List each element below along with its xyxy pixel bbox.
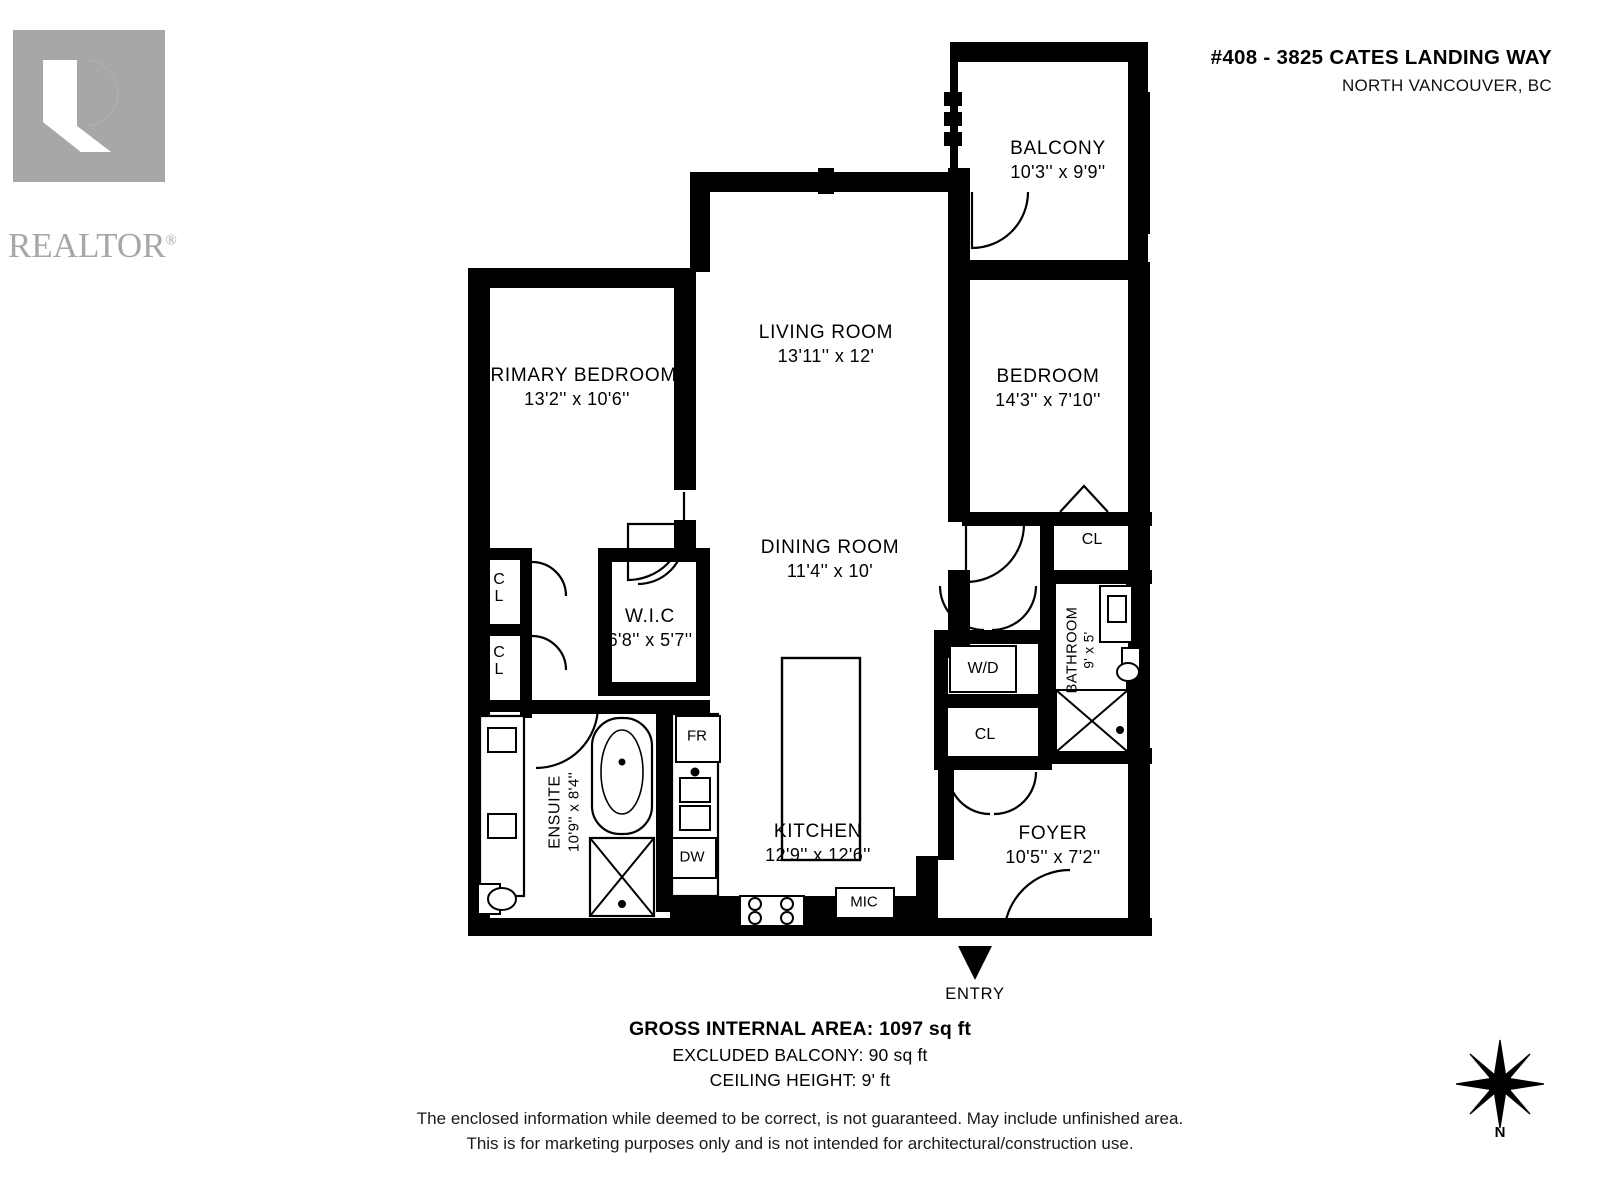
ceiling-height: CEILING HEIGHT: 9' ft xyxy=(709,1070,891,1090)
fixture-text-c: C xyxy=(493,644,505,662)
room-name: KITCHEN xyxy=(773,820,863,842)
address-line-2: NORTH VANCOUVER, BC xyxy=(1341,76,1552,95)
compass-icon xyxy=(1452,1036,1548,1132)
room-label-bathroom xyxy=(1064,607,1099,694)
footer-info xyxy=(0,1018,1600,1156)
room-dims: 13'11'' x 12' xyxy=(777,345,875,366)
room-name: PRIMARY BEDROOM xyxy=(477,364,677,386)
room-dims: 13'2'' x 10'6'' xyxy=(524,388,630,409)
disclaimer-line-1: The enclosed information while deemed to be correct, is not guaranteed. May include unfinished area. xyxy=(416,1109,1184,1128)
compass-north-label: N xyxy=(1494,1124,1506,1141)
fixture-label-dishwasher: DW xyxy=(679,848,705,866)
disclaimer-line-2: This is for marketing purposes only and is not intended for architectural/construction use. xyxy=(466,1133,1134,1153)
realtor-trademark: ® xyxy=(165,232,177,249)
fixture-label-closet-upper xyxy=(493,572,505,606)
gross-internal-area xyxy=(0,1018,1600,1041)
entry-label: ENTRY xyxy=(945,985,1005,1003)
fixture-label-fridge: FR xyxy=(687,727,707,745)
room-name: BEDROOM xyxy=(996,365,1100,387)
room-dims: 12'9'' x 12'6'' xyxy=(765,844,871,865)
room-label-foyer xyxy=(1005,822,1100,868)
room-name: ENSUITE xyxy=(546,775,564,849)
gross-area-value: 1097 sq ft xyxy=(879,1018,972,1040)
room-label-dining-room xyxy=(761,536,900,582)
fixture-label-washer-dryer: W/D xyxy=(967,660,999,677)
room-name: LIVING ROOM xyxy=(758,321,894,343)
realtor-wordmark-text: REALTOR xyxy=(8,226,166,265)
room-dims: 6'8'' x 5'7'' xyxy=(607,629,693,650)
fixture-label-microwave: MIC xyxy=(850,893,878,911)
room-label-primary-bedroom xyxy=(477,364,677,410)
compass-rose xyxy=(1452,1036,1548,1156)
entry-arrow-icon xyxy=(958,946,992,980)
room-name: DINING ROOM xyxy=(760,536,900,558)
room-dims: 10'5'' x 7'2'' xyxy=(1005,846,1101,867)
room-dims: 9' x 5' xyxy=(1081,631,1097,669)
room-dims: 14'3'' x 7'10'' xyxy=(995,389,1101,410)
gross-area-label: GROSS INTERNAL AREA: xyxy=(628,1018,874,1040)
room-dims: 10'3'' x 9'9'' xyxy=(1010,161,1106,182)
fixture-text-c: C xyxy=(493,571,505,589)
room-name: BATHROOM xyxy=(1064,606,1081,694)
fixture-label-closet-foyer: CL xyxy=(974,726,996,743)
excluded-balcony: EXCLUDED BALCONY: 90 sq ft xyxy=(672,1045,928,1065)
room-dims: 11'4'' x 10' xyxy=(786,560,874,581)
room-label-wic xyxy=(608,605,693,651)
room-name: W.I.C xyxy=(625,605,675,627)
room-label-kitchen xyxy=(765,820,871,866)
room-label-ensuite xyxy=(546,772,585,852)
room-name: FOYER xyxy=(1018,822,1088,844)
fixture-label-closet-lower xyxy=(493,645,505,679)
fixture-text-l: L xyxy=(494,588,504,605)
room-name: BALCONY xyxy=(1010,137,1106,159)
fixture-label-closet-bedroom: CL xyxy=(1081,531,1103,548)
room-dims: 10'9'' x 8'4'' xyxy=(565,771,583,853)
address-line-1: #408 - 3825 CATES LANDING WAY xyxy=(1210,46,1552,69)
room-label-balcony xyxy=(1010,137,1106,183)
fixture-text-l: L xyxy=(494,661,504,678)
room-label-bedroom xyxy=(995,365,1101,411)
room-label-living-room xyxy=(759,321,893,367)
